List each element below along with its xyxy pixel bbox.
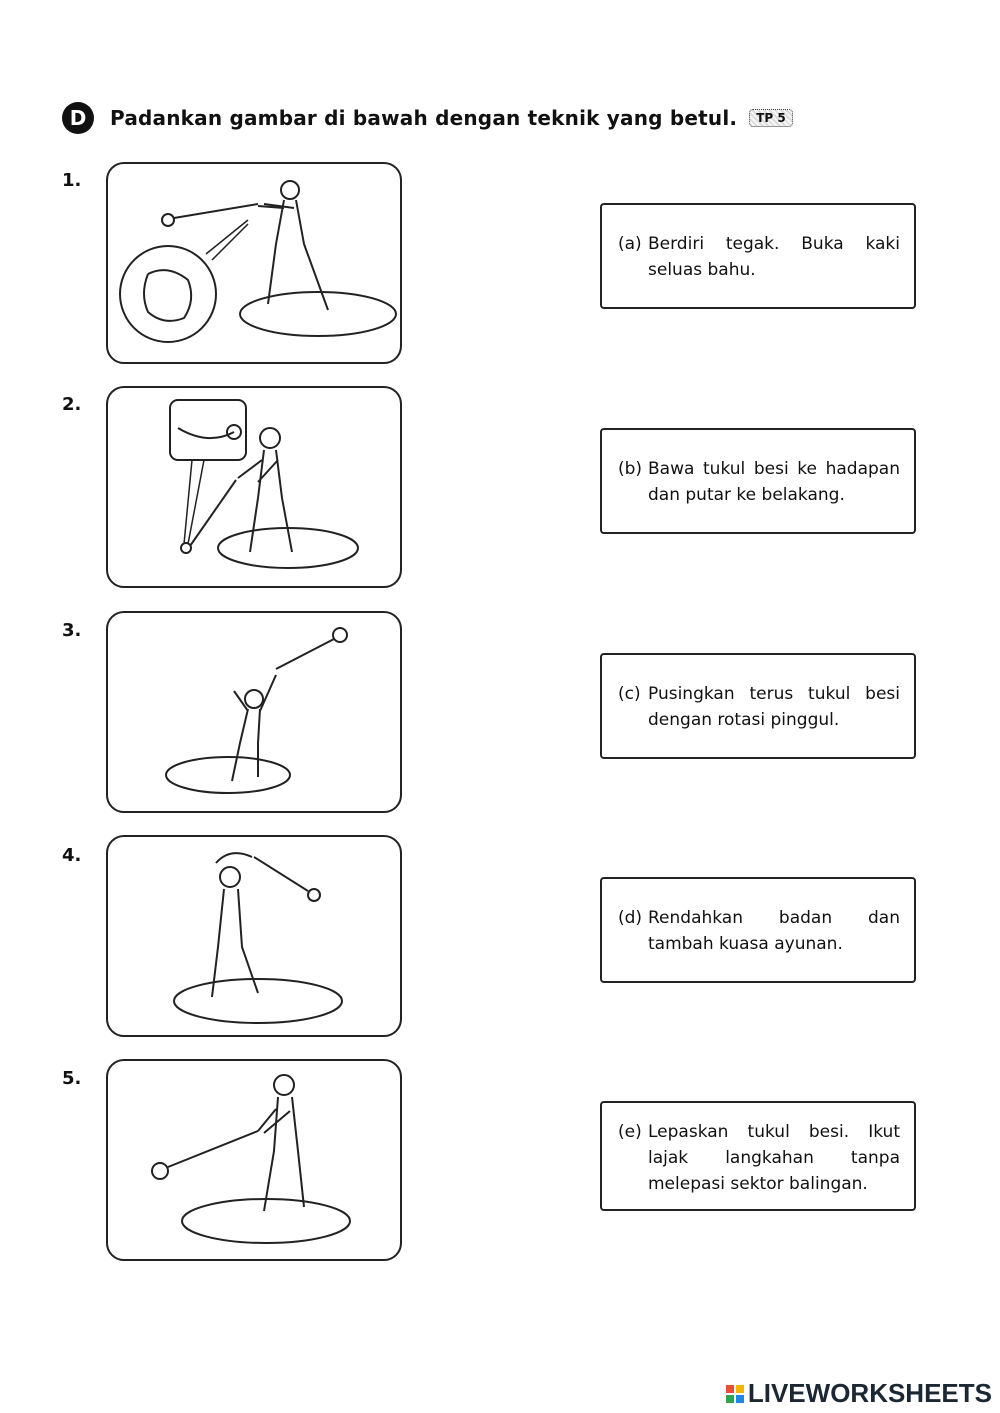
option-label: (d)	[618, 908, 643, 928]
logo-square	[736, 1395, 744, 1403]
option-a[interactable]	[600, 203, 916, 309]
level-tag: TP 5	[749, 109, 793, 127]
hammer-throw-illustration-3	[108, 613, 400, 811]
logo-square	[726, 1395, 734, 1403]
option-text: Lepaskan tukul besi. Ikut lajak langkahan tanpa melepasi sektor balingan.	[648, 1122, 900, 1194]
liveworksheets-logo	[726, 1378, 992, 1409]
instruction-title: Padankan gambar di bawah dengan teknik yang betul.	[110, 106, 738, 130]
item-number-5: 5.	[62, 1068, 82, 1089]
option-label: (e)	[618, 1122, 642, 1142]
instruction-header	[62, 100, 793, 136]
option-e[interactable]	[600, 1101, 916, 1211]
option-text: Berdiri tegak. Buka kaki seluas bahu.	[648, 234, 900, 280]
picture-2	[106, 386, 402, 588]
option-d[interactable]	[600, 877, 916, 983]
option-label: (b)	[618, 459, 643, 479]
logo-square	[736, 1385, 744, 1393]
item-number-2: 2.	[62, 394, 82, 415]
hammer-throw-illustration-5	[108, 1061, 400, 1259]
picture-4	[106, 835, 402, 1037]
option-b[interactable]	[600, 428, 916, 534]
option-c[interactable]	[600, 653, 916, 759]
picture-3	[106, 611, 402, 813]
picture-1	[106, 162, 402, 364]
hammer-throw-illustration-1	[108, 164, 400, 362]
option-text: Rendahkan badan dan tambah kuasa ayunan.	[648, 908, 900, 954]
option-text: Pusingkan terus tukul besi dengan rotasi pinggul.	[648, 684, 900, 730]
option-text: Bawa tukul besi ke hadapan dan putar ke belakang.	[648, 459, 900, 505]
picture-5	[106, 1059, 402, 1261]
brand-name: LIVEWORKSHEETS	[747, 1378, 992, 1408]
hammer-throw-illustration-4	[108, 837, 400, 1035]
item-number-1: 1.	[62, 170, 82, 191]
option-label: (c)	[618, 684, 641, 704]
option-label: (a)	[618, 234, 642, 254]
logo-square	[726, 1385, 734, 1393]
section-badge: D	[62, 102, 94, 134]
item-number-4: 4.	[62, 845, 82, 866]
item-number-3: 3.	[62, 620, 82, 641]
logo-grid-icon	[726, 1385, 744, 1403]
hammer-throw-illustration-2	[108, 388, 400, 586]
